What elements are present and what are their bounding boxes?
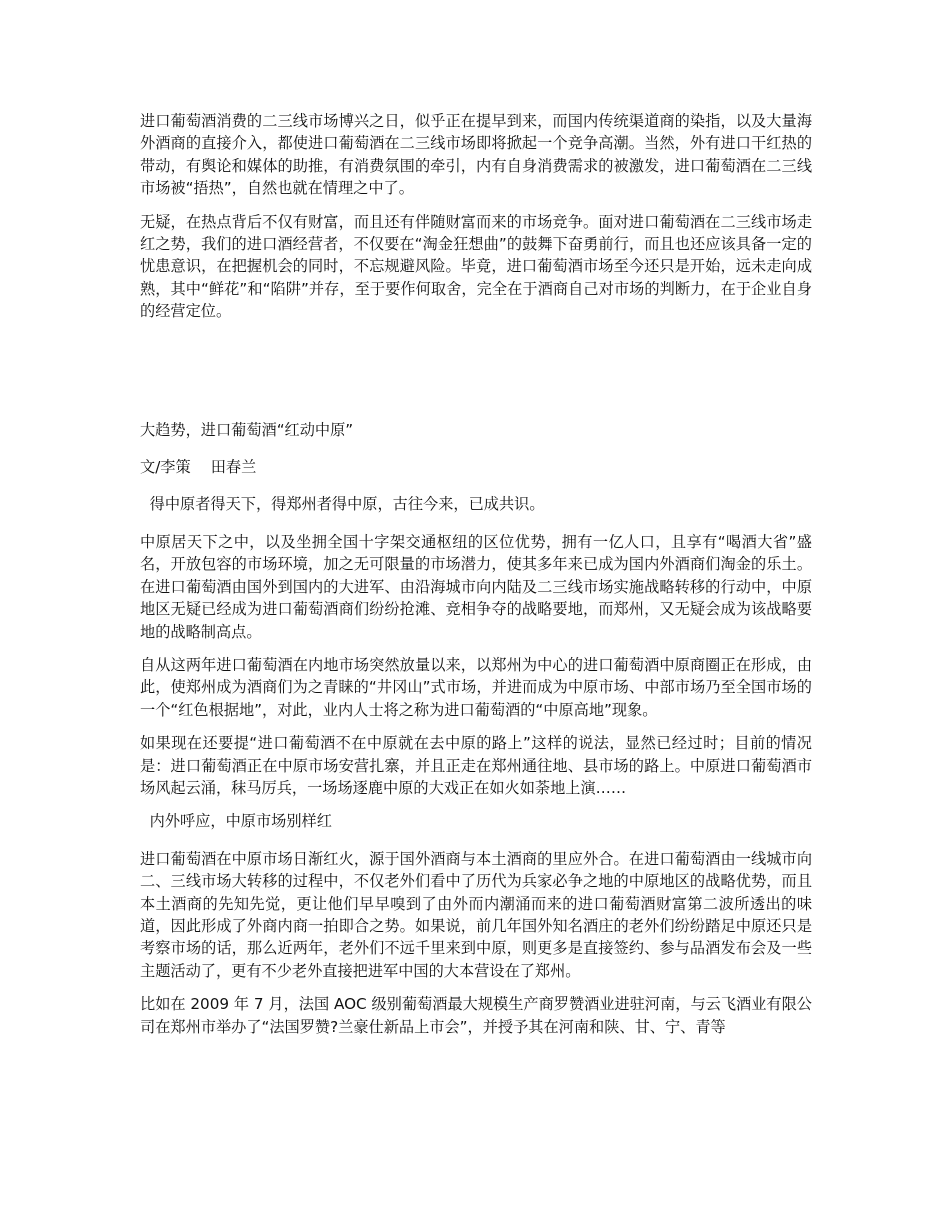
intro-paragraph-1: 进口葡萄酒消费的二三线市场博兴之日，似乎正在提早到来，而国内传统渠道商的染指，以及大量海外酒商的直接介入，都使进口葡萄酒在二三线市场即将掀起一个竞争高潮。当然，外有进口干红热的带动，有舆论和媒体的助推，有消费氛围的牵引，内有自身消费需求的被激发，进口葡萄酒在二三线市场被“捂热”，自然也就在情理之中了。: [140, 112, 812, 198]
article-paragraph-1: 中原居天下之中，以及坐拥全国十字架交通枢纽的区位优势，拥有一亿人口，且享有“喝酒大省”盛名，开放包容的市场环境，加之无可限量的市场潜力，使其多年来已成为国内外酒商们淘金的乐土。在进口葡萄酒由国外到国内的大进军、由沿海城市向内陆及二三线市场实施战略转移的行动中，中原地区无疑已经成为进口葡萄酒商们纷纷抢滩、竞相争夺的战略要地，而郑州，又无疑会成为该战略要地的战略制高点。: [140, 532, 812, 641]
article-lead: 得中原者得天下，得郑州者得中原，古往今来，已成共识。: [140, 495, 545, 514]
article-byline: 文/李策 田春兰: [140, 458, 257, 477]
section-gap: [140, 334, 812, 419]
article-subheading: 内外呼应，中原市场别样红: [140, 812, 332, 831]
article-paragraph-4: 进口葡萄酒在中原市场日渐红火，源于国外酒商与本土酒商的里应外合。在进口葡萄酒由一线城市向二、三线市场大转移的过程中，不仅老外们看中了历代为兵家必争之地的中原地区的战略优势，而且本土酒商的先知先觉，更让他们早早嗅到了由外而内潮涌而来的进口葡萄酒财富第二波所透出的味道，因此形成了外商内商一拍即合之势。如果说，前几年国外知名酒庄的老外们纷纷踏足中原还只是考察市场的话，那么近两年，老外们不远千里来到中原，则更多是直接签约、参与品酒发布会及一些主题活动了，更有不少老外直接把进军中国的大本营设在了郑州。: [140, 849, 812, 980]
article-paragraph-5: 比如在 2009 年 7 月，法国 AOC 级别葡萄酒最大规模生产商罗赞酒业进驻河南，与云飞酒业有限公司在郑州市举办了“法国罗赞?兰豪仕新品上市会”，并授予其在河南和陕、甘、宁、青等: [140, 995, 812, 1036]
article-title: 大趋势，进口葡萄酒“红动中原”: [140, 420, 354, 439]
article-paragraph-2: 自从这两年进口葡萄酒在内地市场突然放量以来，以郑州为中心的进口葡萄酒中原商圈正在形成，由此，使郑州成为酒商们为之青睐的“井冈山”式市场，并进而成为中原市场、中部市场乃至全国市场的一个“红色根据地”，对此，业内人士将之称为进口葡萄酒的“中原高地”现象。: [140, 655, 812, 719]
article-paragraph-3: 如果现在还要提“进口葡萄酒不在中原就在去中原的路上”这样的说法，显然已经过时；目前的情况是：进口葡萄酒正在中原市场安营扎寨，并且正走在郑州通往地、县市场的路上。中原进口葡萄酒市场风起云涌，秣马厉兵，一场场逐鹿中原的大戏正在如火如荼地上演……: [140, 734, 812, 797]
intro-paragraph-2: 无疑，在热点背后不仅有财富，而且还有伴随财富而来的市场竞争。面对进口葡萄酒在二三线市场走红之势，我们的进口酒经营者，不仅要在“淘金狂想曲”的鼓舞下奋勇前行，而且也还应该具备一定的忧患意识，在把握机会的同时，不忘规避风险。毕竟，进口葡萄酒市场至今还只是开始，远未走向成熟，其中“鲜花”和“陷阱”并存，至于要作何取舍，完全在于酒商自己对市场的判断力，在于企业自身的经营定位。: [140, 212, 812, 321]
document-page: [140, 110, 812, 1049]
